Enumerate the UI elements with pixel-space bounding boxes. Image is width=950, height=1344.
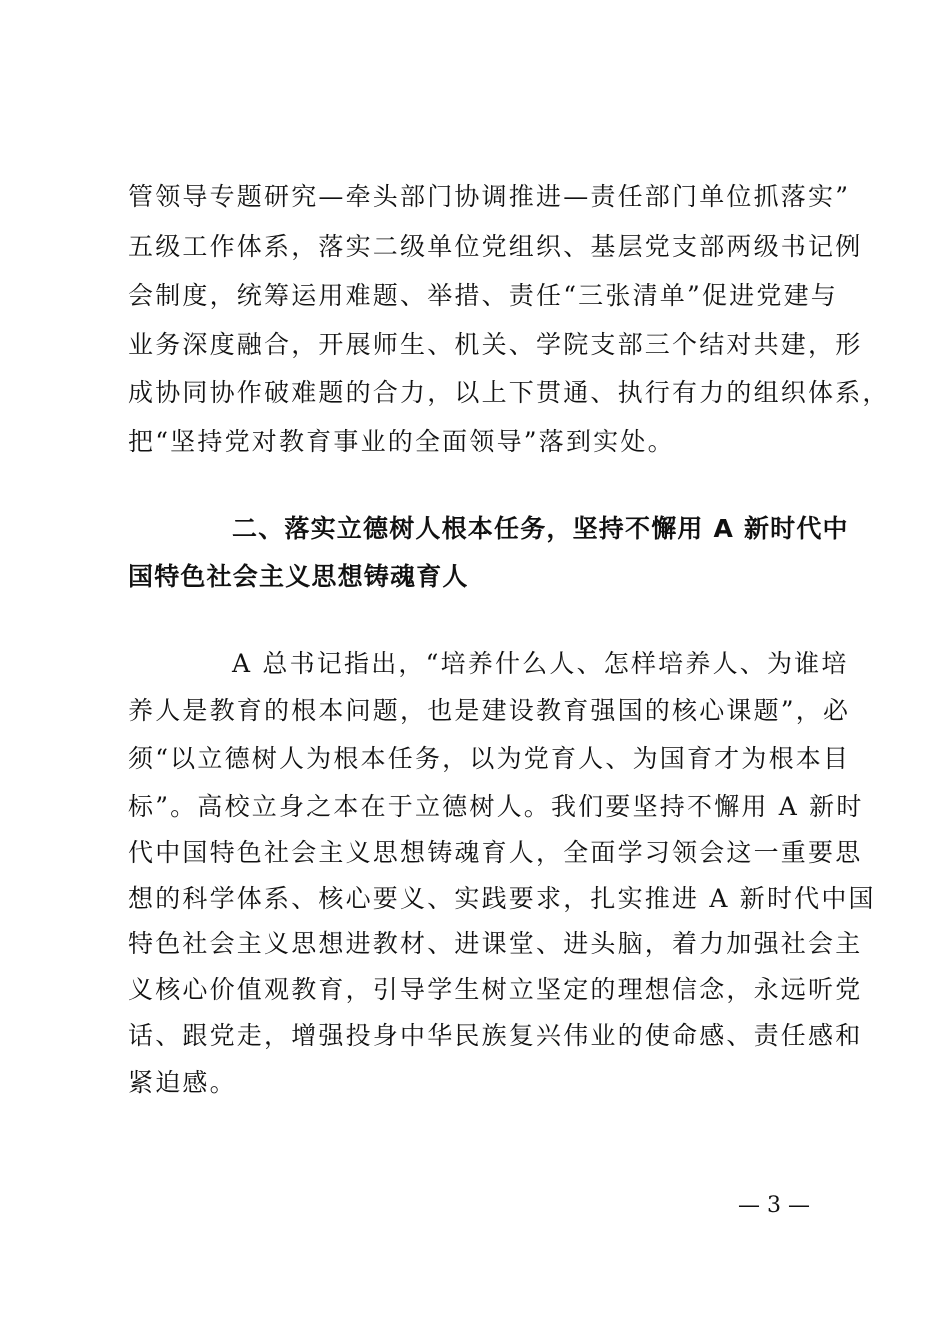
text-line: 代中国特色社会主义思想铸魂育人，全面学习领会这一重要思 <box>128 838 863 867</box>
text-line: 管领导专题研究—牵头部门协调推进—责任部门单位抓落实” <box>128 182 851 211</box>
text-line: 养人是教育的根本问题，也是建设教育强国的核心课题”，必 <box>128 696 851 725</box>
page-number: — 3 — <box>738 1193 810 1218</box>
text-line: 特色社会主义思想进教材、进课堂、进头脑，着力加强社会主 <box>128 929 863 958</box>
text-line: 义核心价值观教育，引导学生树立坚定的理想信念，永远听党 <box>128 975 863 1004</box>
text-line: 话、跟党走，增强投身中华民族复兴伟业的使命感、责任感和 <box>128 1021 863 1050</box>
text-line: 成协同协作破难题的合力，以上下贯通、执行有力的组织体系， <box>128 378 890 407</box>
text-line: 标”。高校立身之本在于立德树人。我们要坚持不懈用 A 新时 <box>128 792 864 821</box>
text-line: 紧迫感。 <box>128 1068 237 1097</box>
text-line: 把“坚持党对教育事业的全面领导”落到实处。 <box>128 427 675 456</box>
heading-line: 二、落实立德树人根本任务，坚持不懈用 A 新时代中 <box>232 514 849 543</box>
text-line: 想的科学体系、核心要义、实践要求，扎实推进 A 新时代中国 <box>128 884 876 913</box>
heading-line: 国特色社会主义思想铸魂育人 <box>128 562 469 591</box>
text-line: 业务深度融合，开展师生、机关、学院支部三个结对共建，形 <box>128 330 863 359</box>
text-line: 五级工作体系，落实二级单位党组织、基层党支部两级书记例 <box>128 232 863 261</box>
text-line: A 总书记指出，“培养什么人、怎样培养人、为谁培 <box>232 649 849 678</box>
text-line: 须“以立德树人为根本任务，以为党育人、为国育才为根本目 <box>128 744 851 773</box>
text-line: 会制度，统筹运用难题、举措、责任“三张清单”促进党建与 <box>128 281 838 310</box>
